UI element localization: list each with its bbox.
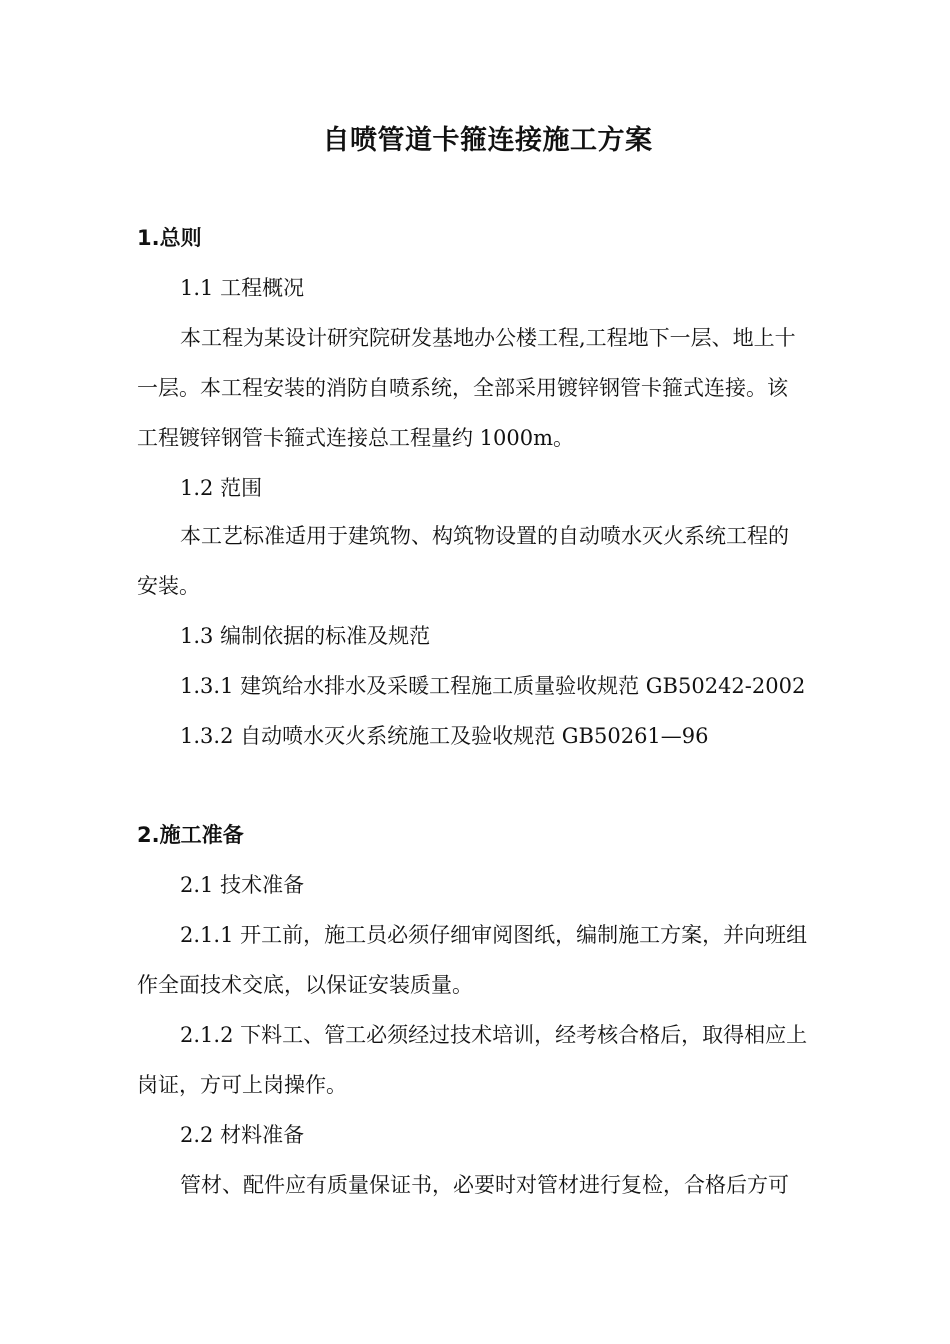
paragraph-line: 岗证，方可上岗操作。	[137, 1073, 347, 1097]
paragraph-line: 本工程为某设计研究院研发基地办公楼工程,工程地下一层、地上十	[180, 326, 796, 350]
paragraph-line: 作全面技术交底，以保证安装质量。	[137, 973, 473, 997]
subsection-heading-materials: 2.2 材料准备	[180, 1123, 305, 1147]
standard-item: 1.3.2 自动喷水灭火系统施工及验收规范 GB50261—96	[180, 724, 709, 748]
paragraph-line: 本工艺标准适用于建筑物、构筑物设置的自动喷水灭火系统工程的	[180, 524, 789, 548]
paragraph-line: 一层。本工程安装的消防自喷系统，全部采用镀锌钢管卡箍式连接。该	[137, 376, 788, 400]
paragraph-line: 2.1.1 开工前，施工员必须仔细审阅图纸，编制施工方案，并向班组	[180, 923, 808, 947]
subsection-heading-technical: 2.1 技术准备	[180, 873, 305, 897]
section-heading-preparation: 2.施工准备	[137, 823, 244, 847]
paragraph-line: 2.1.2 下料工、管工必须经过技术培训，经考核合格后，取得相应上	[180, 1023, 808, 1047]
subsection-heading-standards: 1.3 编制依据的标准及规范	[180, 624, 431, 648]
document-title: 自喷管道卡箍连接施工方案	[322, 125, 653, 156]
paragraph-line: 管材、配件应有质量保证书，必要时对管材进行复检，合格后方可	[180, 1173, 789, 1197]
paragraph-line: 安装。	[137, 574, 200, 598]
standard-item: 1.3.1 建筑给水排水及采暖工程施工质量验收规范 GB50242-2002	[180, 674, 806, 698]
subsection-heading-overview: 1.1 工程概况	[180, 276, 305, 300]
subsection-heading-scope: 1.2 范围	[180, 476, 263, 500]
section-heading-general: 1.总则	[137, 226, 202, 250]
paragraph-line: 工程镀锌钢管卡箍式连接总工程量约 1000m。	[137, 426, 575, 450]
